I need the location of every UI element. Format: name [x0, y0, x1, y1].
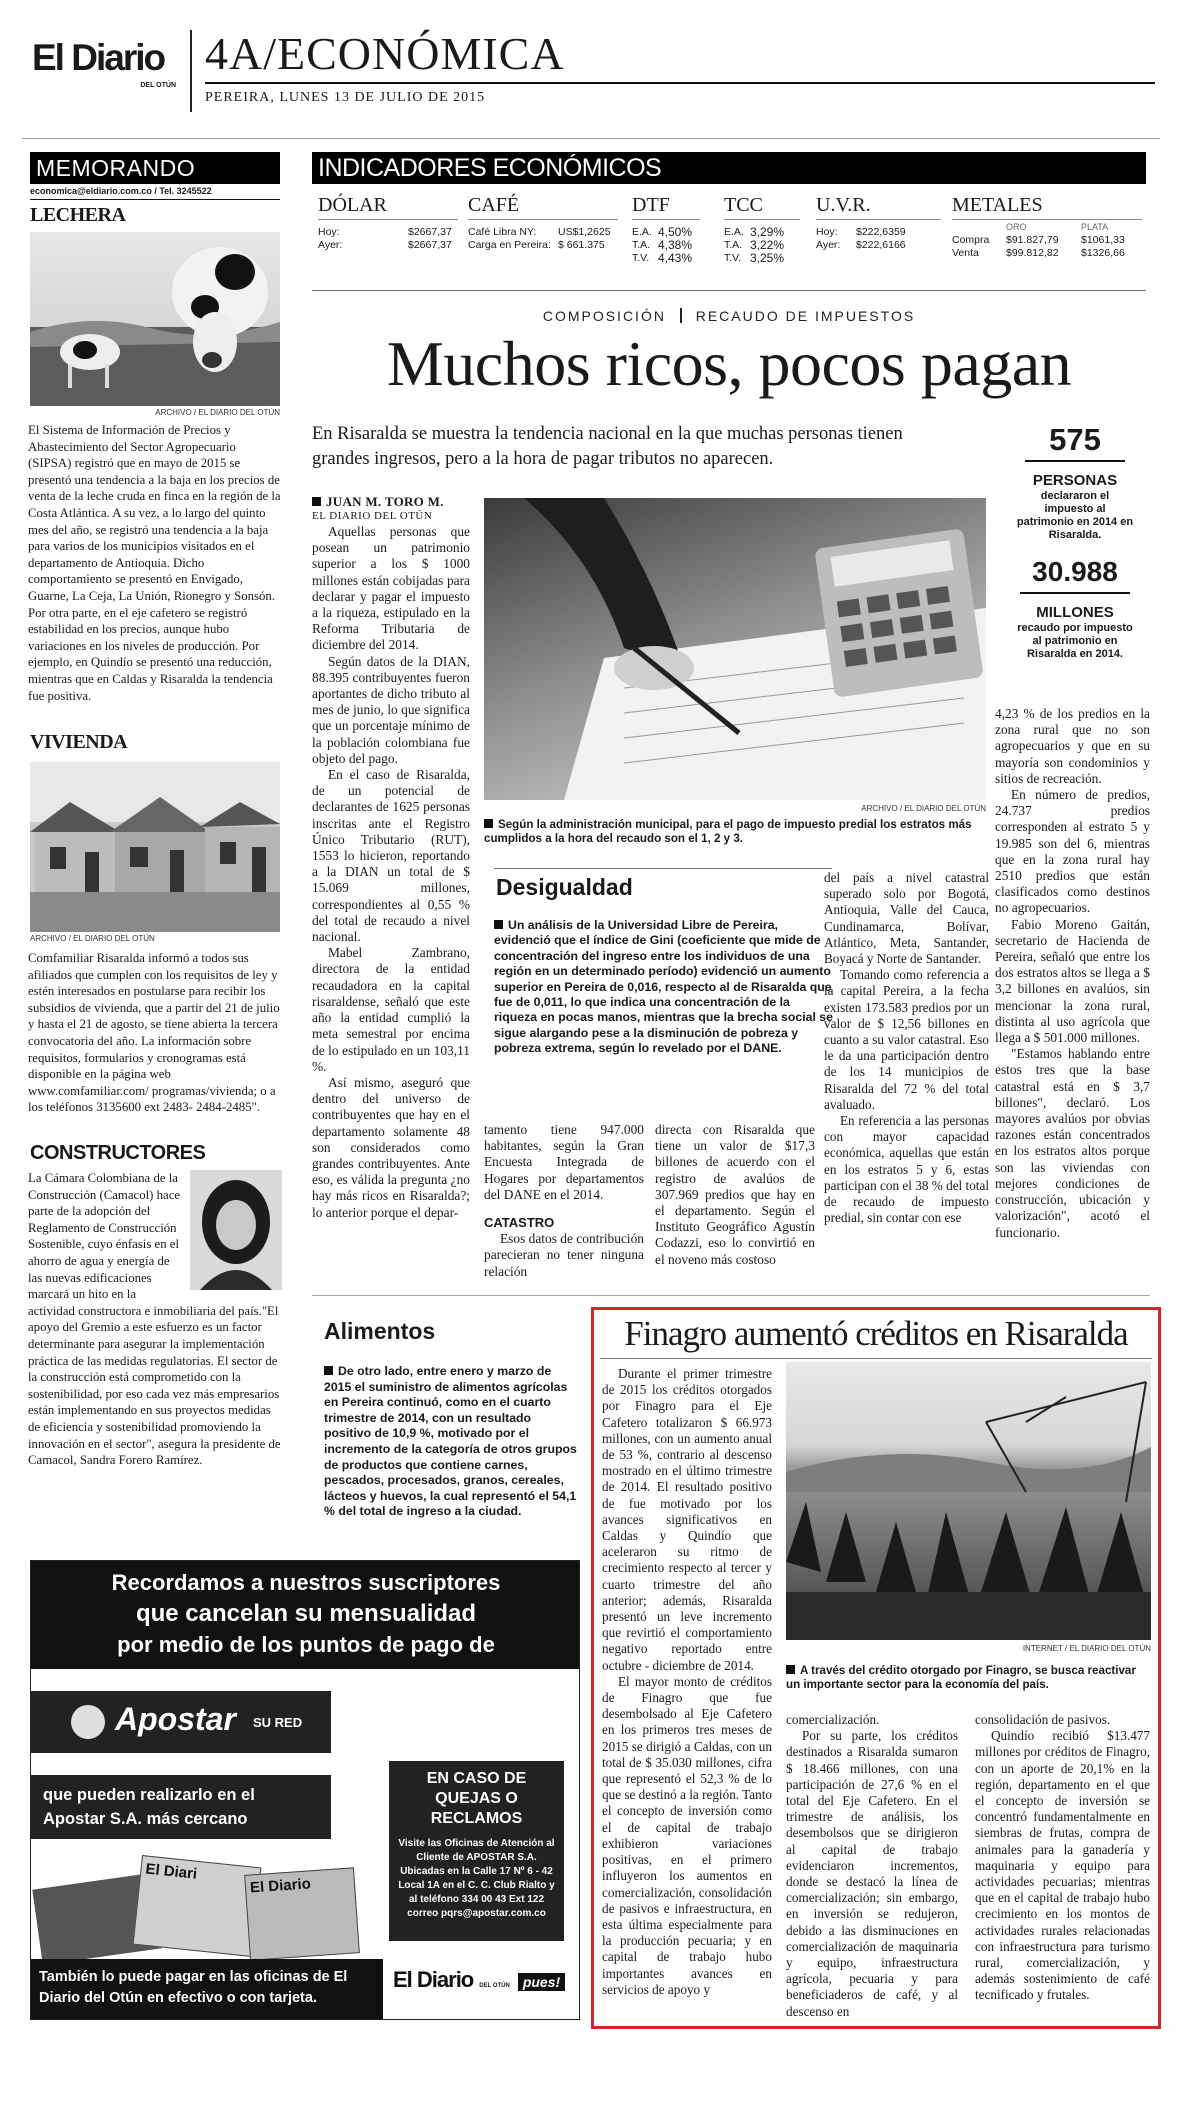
ad-newspapers	[37, 1861, 367, 1957]
lechera-caption: ARCHIVO / EL DIARIO DEL OTÚN	[155, 408, 280, 417]
main-col1-p2: Según datos de la DIAN, 88.395 contribuyentes fueron aportantes de dicho tributo al mes de junio, lo que significa que un porcentaje mínimo de la población colombiana fue objeto del pago.	[312, 653, 470, 766]
uvr-r2v: $222,6166	[856, 239, 906, 251]
ad-top-band	[31, 1561, 580, 1669]
metales-r2b: $1326,66	[1081, 247, 1125, 259]
cont-col3-p3: En referencia a las personas con mayor capacidad económica, aquellas que están en los estratos 5 y 6, estas participan con el 38 % del total de recaudo de impuesto predial, sin contar con ese	[824, 1113, 989, 1226]
alimentos-text	[324, 1364, 579, 1520]
dtf-label: DTF	[632, 194, 700, 220]
desigualdad-lead-text: Un análisis de la Universidad Libre de Pereira, evidenció que el índice de Gini (coeficiente que mide de concentración del ingreso entre los individuos de una región en un determinado período) evidenció un aumento superior en Pereira de 0,016, respecto al de Risaralda que fue de 0,011, lo que indica una concentración de la riqueza en pocas manos, mientras que la brecha social se sigue alargando pese a la disminución de pobreza y pobreza extrema, según lo revelado por el DANE.	[494, 918, 833, 1056]
ad-brand-bar	[31, 1691, 331, 1753]
cont-b: directa con Risaralda que tiene un valor de $17,3 billones de acuerdo con el registro de avalúos de 307.969 predios que hay en el departamento. Según el Instituto Geográfico Agustín Codazzi, eso lo convirtió en el noveno más costoso	[655, 1122, 815, 1267]
dtf-r1k: E.A.	[632, 226, 652, 238]
tcc-r3k: T.V.	[724, 252, 742, 264]
kicker	[312, 308, 1146, 324]
ad-line5: Apostar S.A. más cercano	[43, 1810, 248, 1828]
main-cont-col-b	[655, 1122, 815, 1268]
tcc-label: TCC	[724, 194, 800, 220]
stat1-sub: declararon el impuesto al patrimonio en 2014 en Risaralda.	[1016, 490, 1134, 541]
dtf-r2k: T.A.	[632, 239, 651, 251]
catastro-text: Esos datos de contribución parecieran no tener ninguna relación	[484, 1231, 644, 1279]
ad-line2: que cancelan su mensualidad	[135, 1600, 477, 1627]
tcc-r2k: T.A.	[724, 239, 743, 251]
main-col1-p4: Mabel Zambrano, directora de la entidad recaudadora en la capital risaraldense, señaló que este año la entidad cumplió la meta semestral por encima de lo estipulado en un 103,11 %.	[312, 945, 470, 1074]
catastro-title: CATASTRO	[484, 1215, 555, 1231]
cont-a: tamento tiene 947.000 habitantes, según la Gran Encuesta Integrada de Hogares por departamentos del DANE en el 2014.	[484, 1122, 644, 1202]
uvr-label: U.V.R.	[816, 194, 941, 220]
cafe-r2k: Carga en Pereira:	[468, 239, 551, 251]
lechera-paragraph: El Sistema de Información de Precios y Abastecimiento del Sector Agropecuario (SIPSA) registró que en mayo de 2015 se presentó una tendencia a la baja en los precios de venta de la leche cruda en finca en la región de la Costa Atlántica. A su vez, a lo largo del quinto mes del año, se registró una tendencia a la baja para varios de los municipios visitados en el departamento de Antioquia. Dicho comportamiento se presentó en Envigado, Guarne, La Ceja, La Unión, Rionegro y Sonsón. Por otra parte, en el eje cafetero se registró estabilidad en los precios, aunque hubo variaciones en los niveles de producción. Por ejemplo, en Quindío se presentó una reducción, mientras que en Caldas y Risaralda la tendencia fue positiva.	[28, 423, 281, 703]
ad-line1: Recordamos a nuestros suscriptores	[111, 1570, 501, 1595]
constructores-paragraph: La Cámara Colombiana de la Construcción (Camacol) hace parte de la adopción del Reglamento de Construcción Sostenible, cuyo énfasis en el ahorro de agua y energía de las nuevas edificaciones marcará un hito en la actividad constructora e inmobiliaria del país."El apoyo del Gremio a este esfuerzo es un factor determinante para asegurar la implementación práctica de las medidas regulatorias. El sector de la construcción está comprometido con la sostenibilidad, por eso cada vez más empresarios están implementando en sus proyectos medidas de eficiencia y sostenibilidad promoviendo la innovación en el sector", asegura la presidente de Camacol, Sandra Forero Ramírez.	[28, 1171, 281, 1468]
vivienda-paragraph: Comfamiliar Risaralda informó a todos sus afiliados que cumplen con los requisitos de ley y estén interesados en postularse para recibir los subsidios de vivienda, que a partir del 21 de julio y hasta el 21 de agosto, se tiene abierta la tercera convocatoria del año. La información sobre requisitos, formularios y cronogramas está disponible en la página web www.comfamiliar.com/ programas/vivienda; o a los teléfonos 3135600 ext 2483- 2484-2485".	[28, 951, 280, 1115]
page-code-section	[205, 28, 565, 80]
cafe-label: CAFÉ	[468, 194, 618, 220]
finagro-photo-caption	[786, 1664, 1151, 1692]
indicadores-title: INDICADORES ECONÓMICOS	[312, 152, 1146, 184]
indicator-tcc	[724, 194, 800, 265]
header-divider	[190, 30, 192, 112]
dolar-label: DÓLAR	[318, 194, 458, 220]
deck: En Risaralda se muestra la tendencia nacional en la que muchas personas tienen grandes ingresos, pero a la hora de pagar tributos no aparecen.	[312, 424, 903, 469]
ad-line4: que pueden realizarlo en el	[43, 1786, 255, 1804]
main-col1-p3: En el caso de Risaralda, de un potencial de declarantes de 1625 personas inscritas ante el Registro Único Tributario (RUT), 1553 lo hicieron, reportando a la DIAN un total de $ 15.069 millones, correspondientes al 0,55 % del total de recaudo a nivel nacional.	[312, 767, 470, 945]
dolar-r2k: Ayer:	[318, 239, 343, 251]
indicator-uvr	[816, 194, 941, 252]
ad-line3: por medio de los puntos de pago de	[117, 1632, 495, 1657]
indicator-dolar	[318, 194, 458, 252]
lechera-text	[28, 422, 282, 704]
finagro-photo-credit: INTERNET / EL DIARIO DEL OTÚN	[1022, 1644, 1151, 1653]
right-col-p4: "Estamos hablando entre estos tres que la base catastral está en $ 3,7 billones", declaró. Los mayores avalúos por obvias razones están concentrados en los estratos altos porque son las viviendas con mejores condiciones de construcción, ubicación y valorización", acotó el funcionario.	[995, 1046, 1150, 1240]
stats-box	[1000, 420, 1150, 661]
apostar-ad	[30, 1560, 580, 2020]
logo-sub: DEL OTÚN	[140, 82, 176, 89]
cafe-r1k: Café Libra NY:	[468, 226, 537, 238]
memorando-title: MEMORANDO	[30, 152, 280, 184]
constructores-text	[28, 1170, 282, 1469]
main-right-col	[995, 706, 1150, 1241]
section-title: ECONÓMICA	[277, 28, 565, 79]
ad-pues-badge: pues!	[518, 1973, 565, 1991]
stat2-label: MILLONES	[1036, 604, 1114, 621]
finagro-photo	[786, 1362, 1151, 1640]
main-cont-col3	[824, 870, 989, 1226]
ad-bottom-band: También lo puede pagar en las oficinas de El Diario del Otún en efectivo o con tarjeta.	[31, 1959, 383, 2020]
finagro-title-rule	[600, 1358, 1152, 1359]
ad-paper2: El Diario	[249, 1875, 312, 1897]
byline-sub: EL DIARIO DEL OTÚN	[312, 510, 433, 522]
ad-logo: El Diario	[393, 1967, 474, 1992]
stat1-label: PERSONAS	[1032, 472, 1118, 489]
main-photo-credit: ARCHIVO / EL DIARIO DEL OTÚN	[861, 804, 986, 813]
apostar-logo-icon	[71, 1705, 105, 1739]
byline-name: JUAN M. TORO M.	[326, 494, 444, 509]
masthead-logo	[32, 38, 182, 94]
square-bullet-icon	[494, 920, 503, 929]
ad-quejas-title: EN CASO DE QUEJAS O RECLAMOS	[426, 1770, 527, 1827]
uvr-r1v: $222,6359	[856, 226, 906, 238]
square-bullet-icon	[786, 1665, 795, 1674]
square-bullet-icon	[312, 497, 321, 506]
alimentos-title: Alimentos	[324, 1318, 436, 1344]
vivienda-photo	[30, 762, 280, 932]
byline	[312, 494, 444, 510]
vivienda-caption: ARCHIVO / EL DIARIO DEL OTÚN	[30, 934, 155, 943]
ad-logo-sub: DEL OTÚN	[479, 1983, 510, 1989]
metales-label: METALES	[952, 194, 1142, 220]
page-code: 4A/	[205, 28, 277, 79]
dtf-r2v: 4,38%	[658, 238, 693, 252]
dateline: PEREIRA, LUNES 13 DE JULIO DE 2015	[205, 90, 486, 105]
uvr-r1k: Hoy:	[816, 226, 838, 238]
cafe-r1v: US$1,2625	[558, 226, 611, 238]
cont-col3-p1: del país a nivel catastral superado solo por Bogotá, Antioquia, Valle del Cauca, Cundinamarca, Bolívar, Atlántico, Meta, Santander, Boyacá y Norte de Santander.	[824, 870, 989, 967]
kicker-left: COMPOSICIÓN	[542, 308, 666, 324]
desigualdad-title: Desigualdad	[496, 874, 633, 900]
logo-main: El Diario	[32, 37, 165, 78]
square-bullet-icon	[484, 819, 493, 828]
finagro-col3	[975, 1712, 1150, 2004]
dolar-r2v: $2667,37	[408, 239, 452, 251]
cont-col3-p2: Tomando como referencia a la capital Pereira, a la fecha existen 173.583 predios por un valor de $ 12,56 billones en cuanto a su valor catastral. Eso le da una participación dentro de los 14 municipios de Risaralda del 72 % del total avaluado.	[824, 967, 989, 1112]
indicator-dtf	[632, 194, 700, 265]
houses-illustration	[30, 762, 280, 932]
headline: Muchos ricos, pocos pagan	[386, 328, 1072, 399]
lechera-photo	[30, 232, 280, 406]
finagro-photo-caption-text: A través del crédito otorgado por Finagro, se busca reactivar un importante sector para la economía del país.	[786, 1664, 1136, 1691]
main-col1-p1: Aquellas personas que posean un patrimonio superior a los $ 1000 millones están cobijadas para declarar y pagar el impuesto a la riqueza, estipulado en la Reforma Tributaria de diciembre del 2014.	[312, 524, 470, 653]
alimentos-text-body: De otro lado, entre enero y marzo de 2015 el suministro de alimentos agrícolas en Pereira continuó, como en el cuarto trimestre de 2014, con un resultado positivo de 10,9 %, motivado por el incremento de la categoría de otros grupos de productos que contiene carnes, pescados, procesados, granos, cereales, lácteos y huevos, la cual representó el 54,1 % del total de ingreso a la ciudad.	[324, 1364, 577, 1519]
tcc-r1v: 3,29%	[750, 225, 785, 239]
finagro-col1-p2: El mayor monto de créditos de Finagro que fue desembolsado al Eje Cafetero en los primeros tres meses de 2015 se dirigió a Caldas, con un total de $ 35.030 millones, cifra que representó el 52,3 % de lo que se destinó a la región. Tanto el concepto de inversión como el de capital de trabajo exhibieron variaciones positivas, en el primero influyeron los aumentos en comercialización, consolidación de pasivos e infraestructura, en esta última especialmente para la producción pecuaria; y en capital de trabajo hubo importantes avances en servicios de apoyo y	[602, 1673, 772, 1997]
memorando-contact: economica@eldiario.com.co / Tel. 3245522	[30, 186, 212, 196]
newspaper-icon	[133, 1855, 262, 1957]
finagro-col2	[786, 1712, 958, 2020]
calculator-tax-form-illustration	[484, 498, 986, 800]
metales-r1k: Compra	[952, 234, 990, 246]
dolar-r1k: Hoy:	[318, 226, 340, 238]
metales-h2: PLATA	[1081, 222, 1109, 232]
dtf-r3v: 4,43%	[658, 251, 693, 265]
cafe-r2v: $ 661.375	[558, 239, 605, 251]
desigualdad-lead	[494, 918, 834, 1057]
ad-brand-sub: SU RED	[253, 1715, 303, 1730]
dtf-r1v: 4,50%	[658, 225, 693, 239]
stat2-sub: recaudo por impuesto al patrimonio en Risaralda en 2014.	[1017, 622, 1133, 660]
metales-h1: ORO	[1006, 222, 1027, 232]
finagro-title: Finagro aumentó créditos en Risaralda	[624, 1314, 1128, 1353]
main-photo	[484, 498, 986, 800]
ad-mid-band	[31, 1775, 331, 1839]
main-col1-p5: Así mismo, aseguró que dentro del universo de contribuyentes que hay en el departamento solamente 48 son considerados como grandes contribuyentes. Ante eso, es válida la pregunta ¿no hay más ricos en Risaralda?; lo anterior porque el depar-	[312, 1074, 470, 1220]
main-col1	[312, 524, 470, 1221]
stat1-num: 575	[1025, 420, 1125, 462]
main-bottom-rule	[312, 1295, 1150, 1296]
metales-r1a: $91.827,79	[1006, 234, 1059, 246]
finagro-col3-p2: Quindío recibió $13.477 millones por créditos de Finagro, con un aporte de 20,1% en la región, departamento en el que el concepto de inversión se concentró fundamentalmente en siembras de frutas, compra de animales para la ganadería y maquinaria y equipo para actividades pecuarias; mientras que en el capital de trabajo hubo crecimiento en los montos de actividades rurales relacionadas con infraestructura para turismo rural, comercialización, y además sostenimiento de café tecnificado y frutales.	[975, 1728, 1150, 2003]
ad-paper1: El Diari	[144, 1860, 198, 1883]
main-photo-caption	[484, 818, 986, 846]
finagro-col2-p1: comercialización.	[786, 1712, 880, 1727]
finagro-col3-p1: consolidación de pasivos.	[975, 1712, 1111, 1727]
tcc-r3v: 3,25%	[750, 251, 785, 265]
dolar-r1v: $2667,37	[408, 226, 452, 238]
cows-illustration	[30, 232, 280, 406]
finagro-col2-p2: Por su parte, los créditos destinados a Risaralda sumaron $ 18.466 millones, con una participación de 27,6 % en el total del Eje Cafetero. En el trimestre de análisis, los desembolsos que se dirigieron al capital de trabajo evidenciaron incrementos, donde se destacó la línea de comercialización; sin embargo, en inversión se redujeron, debido a las disminuciones en comercialización de maquinaria y equipo, infraestructura agrícola, pecuaria y para beneficiaderos de café, y al descenso en	[786, 1728, 958, 2019]
right-col-p2: En número de predios, 24.737 predios corresponden al estrato 5 y 19.985 son del 6, mientras que en la zona rural hay 2510 predios que están clasificados como destinos no agropecuarios.	[995, 787, 1150, 916]
ad-logo-footer	[393, 1967, 578, 2013]
crop-irrigation-illustration	[786, 1362, 1151, 1640]
dtf-r3k: T.V.	[632, 252, 650, 264]
indicadores-bottom-rule	[312, 290, 1146, 291]
stat2-num: 30.988	[1020, 552, 1130, 594]
memorando-rule	[30, 199, 280, 200]
indicator-cafe	[468, 194, 618, 252]
uvr-r2k: Ayer:	[816, 239, 841, 251]
finagro-col1	[602, 1366, 772, 1998]
ad-brand: Apostar	[115, 1701, 236, 1737]
main-photo-caption-text: Según la administración municipal, para el pago de impuesto predial los estratos más cumplidos a la hora del recaudo son el 1, 2 y 3.	[484, 818, 972, 845]
metales-r2a: $99.812,82	[1006, 247, 1059, 259]
ad-quejas-box	[389, 1761, 564, 1941]
metales-r1b: $1061,33	[1081, 234, 1125, 246]
header-rule	[205, 82, 1155, 84]
ad-quejas-text: Visite las Oficinas de Atención al Cliente de APOSTAR S.A. Ubicadas en la Calle 17 Nº 6 - 42 Local 1A en el C. C. Club Rialto y al teléfono 334 00 43 Ext 122 correo pqrs@apostar.com.co	[398, 1838, 555, 1919]
square-bullet-icon	[324, 1366, 333, 1375]
vivienda-title: VIVIENDA	[30, 731, 128, 753]
metales-r2k: Venta	[952, 247, 979, 259]
vivienda-text	[28, 950, 282, 1116]
indicator-metales	[952, 194, 1142, 260]
tcc-r1k: E.A.	[724, 226, 744, 238]
main-cont-col-a	[484, 1122, 644, 1280]
kicker-right: RECAUDO DE IMPUESTOS	[695, 308, 916, 324]
finagro-col1-p1: Durante el primer trimestre de 2015 los créditos otorgados por Finagro para el Eje Cafetero totalizaron $ 66.973 millones, con un aumento anual de 53 %, contrario al descenso mostrado en el último trimestre de 2014. El resultado positivo de fue motivado por los avances significativos en Caldas y Quindío que aceleraron su ritmo de crecimiento respecto al tercer y cuarto trimestre del año anterior; además, Risaralda presentó un leve incremento que revirtió el comportamiento negativo reportado entre octubre - diciembre de 2014.	[602, 1366, 772, 1673]
constructores-title: CONSTRUCTORES	[30, 1142, 206, 1164]
right-col-p3: Fabio Moreno Gaitán, secretario de Hacienda de Pereira, señaló que entre los dos estratos altos se llega a $ 3,2 billones en avalúos, sin mencionar la zona rural, distinta al uso agrícola que llega a $ 501.000 millones.	[995, 916, 1150, 1046]
newspaper-icon	[244, 1867, 360, 1960]
tcc-r2v: 3,22%	[750, 238, 785, 252]
desigualdad-rule	[494, 868, 832, 869]
lechera-title: LECHERA	[30, 204, 126, 226]
header-bottom-rule	[22, 138, 1160, 139]
right-col-p1: 4,23 % de los predios en la zona rural que no son agropecuarios y que en su mayoría son condominios y sitios de recreación.	[995, 706, 1150, 786]
